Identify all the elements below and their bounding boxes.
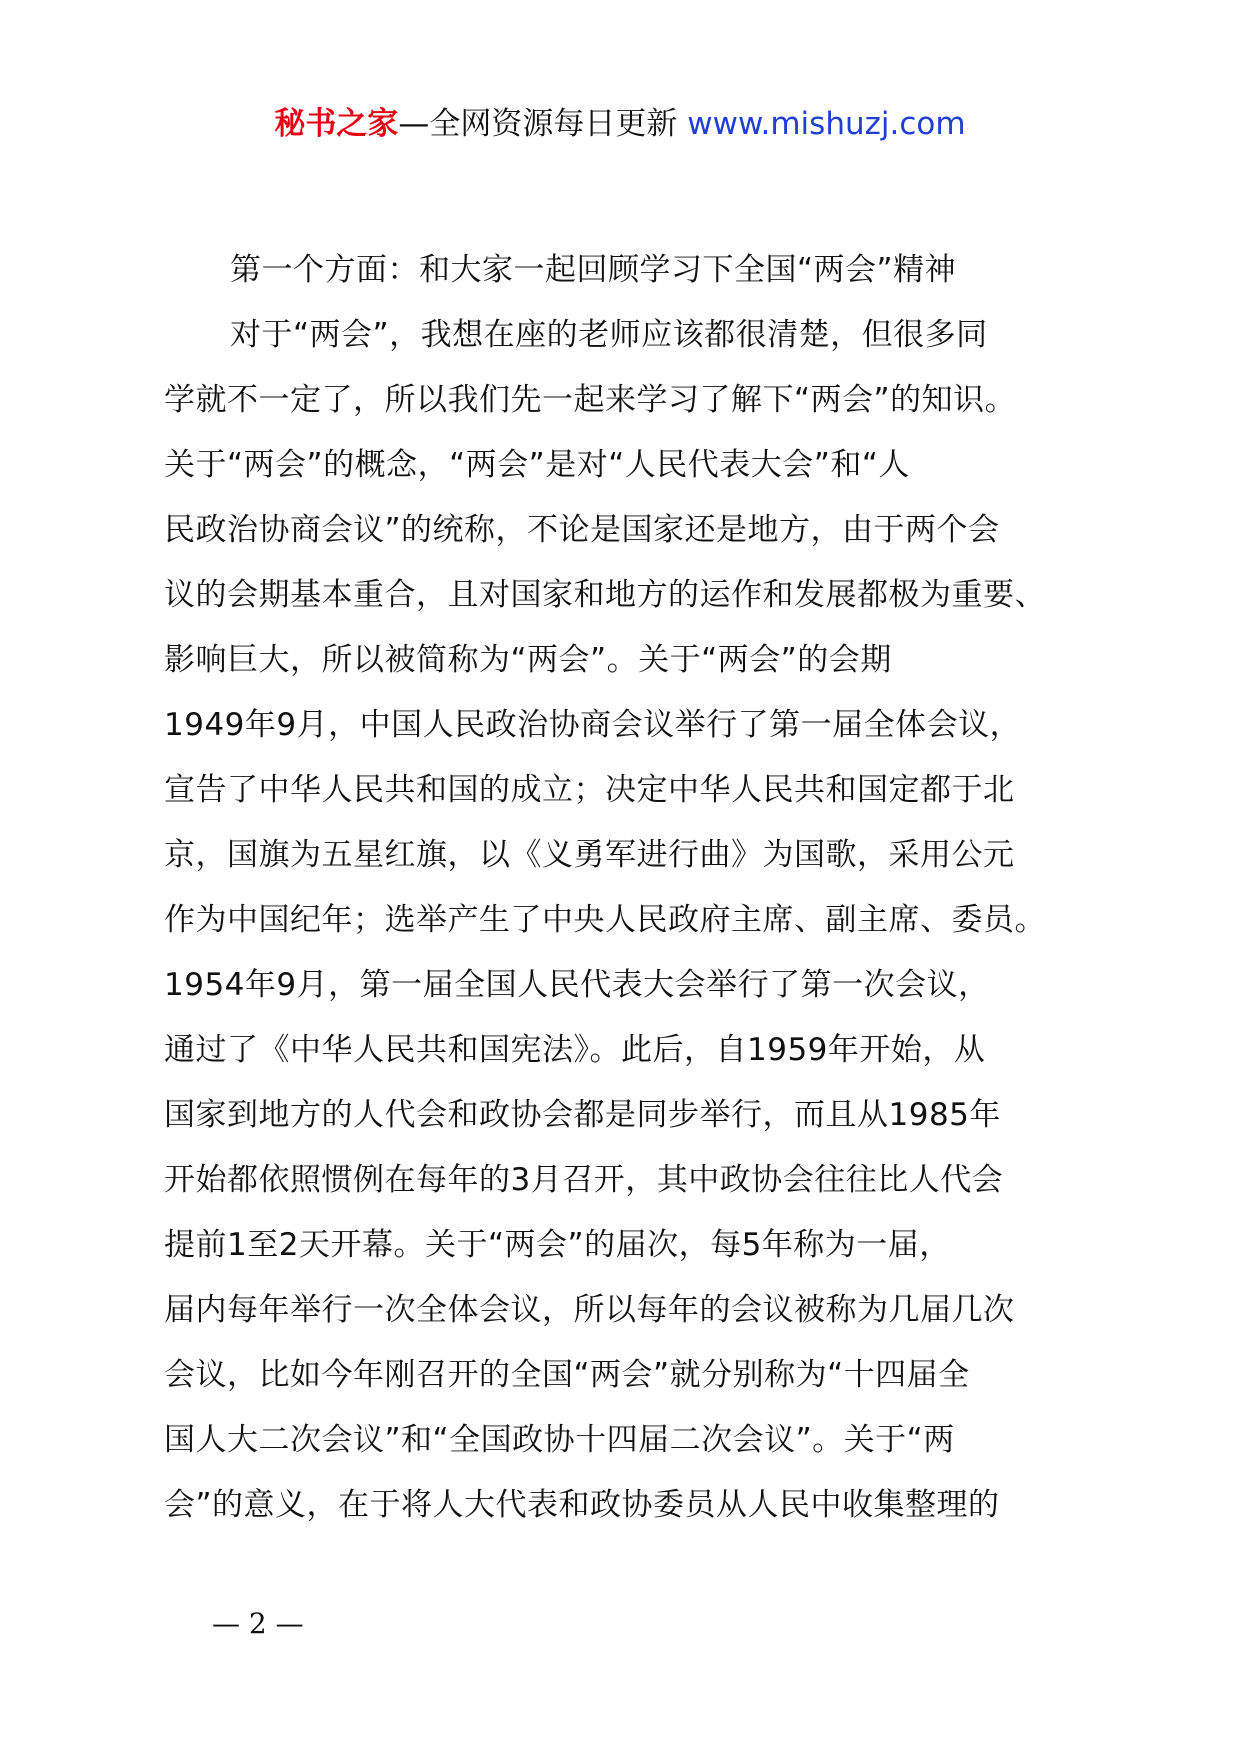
site-tagline: —全网资源每日更新 (398, 106, 688, 142)
paragraph-line: 影响巨大，所以被简称为“两会”。关于“两会”的会期 (164, 642, 892, 678)
paragraph-line: 国家到地方的人代会和政协会都是同步举行，而且从1985年 (164, 1097, 1001, 1133)
paragraph-line: 民政治协商会议”的统称，不论是国家还是地方，由于两个会 (164, 512, 1000, 548)
paragraph-line: 届内每年举行一次全体会议，所以每年的会议被称为几届几次 (164, 1292, 1015, 1328)
document-body (164, 238, 1124, 1538)
paragraph-line: 开始都依照惯例在每年的3月召开，其中政协会往往比人代会 (164, 1162, 1004, 1198)
paragraph-line: 京，国旗为五星红旗，以《义勇军进行曲》为国歌，采用公元 (164, 837, 1015, 873)
site-url-link[interactable]: www.mishuzj.com (687, 106, 966, 142)
paragraph-line: 议的会期基本重合，且对国家和地方的运作和发展都极为重要、 (164, 577, 1046, 613)
paragraph-line: 会”的意义，在于将人大代表和政协委员从人民中收集整理的 (164, 1487, 1000, 1523)
paragraph-line: 关于“两会”的概念，“两会”是对“人民代表大会”和“人 (164, 447, 910, 483)
section-heading: 第一个方面：和大家一起回顾学习下全国“两会”精神 (230, 252, 957, 288)
paragraph-line: 会议，比如今年刚召开的全国“两会”就分别称为“十四届全 (164, 1357, 970, 1393)
paragraph-line: 学就不一定了，所以我们先一起来学习了解下“两会”的知识。 (164, 382, 1017, 418)
site-brand: 秘书之家 (274, 106, 399, 142)
site-header (0, 100, 1240, 148)
paragraph-line: 对于“两会”，我想在座的老师应该都很清楚，但很多同 (230, 317, 988, 353)
paragraph-line: 1949年9月，中国人民政治协商会议举行了第一届全体会议， (164, 707, 1022, 743)
paragraph-line: 作为中国纪年；选举产生了中央人民政府主席、副主席、委员。 (164, 902, 1046, 938)
paragraph-line: 提前1至2天开幕。关于“两会”的届次，每5年称为一届， (164, 1227, 951, 1263)
paragraph-line: 1954年9月，第一届全国人民代表大会举行了第一次会议， (164, 967, 990, 1003)
page-number: — 2 — (212, 1607, 304, 1640)
paragraph-line: 宣告了中华人民共和国的成立；决定中华人民共和国定都于北 (164, 772, 1015, 808)
paragraph-line: 国人大二次会议”和“全国政协十四届二次会议”。关于“两 (164, 1422, 955, 1458)
paragraph-line: 通过了《中华人民共和国宪法》。此后，自1959年开始，从 (164, 1032, 986, 1068)
